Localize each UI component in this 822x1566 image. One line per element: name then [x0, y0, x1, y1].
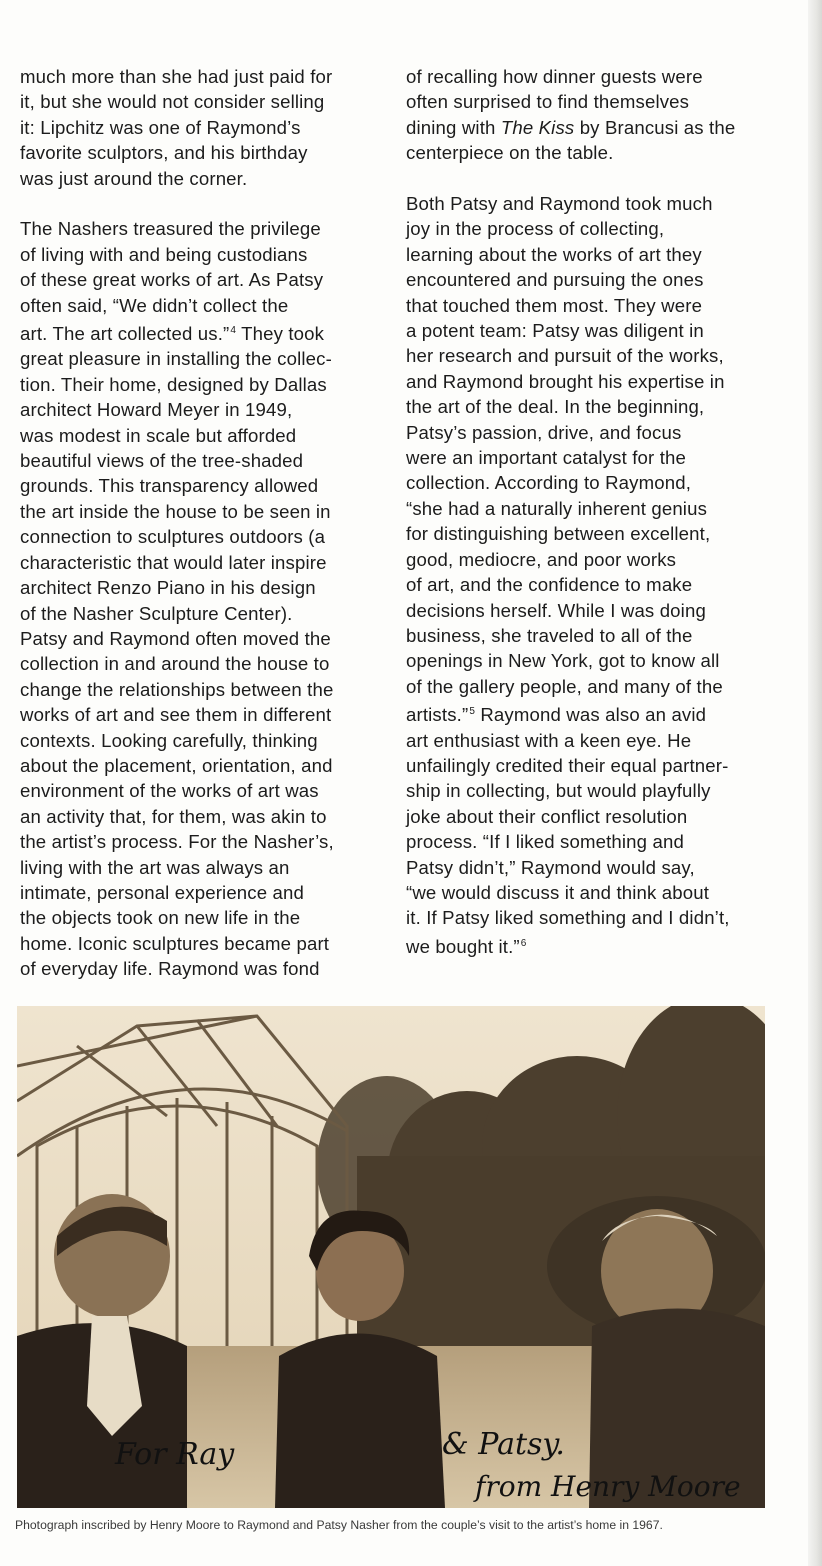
text-line: of art, and the confidence to make — [406, 574, 693, 596]
text-line-with-footnote — [406, 699, 762, 727]
text-line: of recalling how dinner guests were — [406, 66, 703, 87]
text-line: living with the art was always an — [20, 856, 290, 878]
text-line: collection. According to Raymond, — [406, 472, 692, 494]
text-line: often surprised to find themselves — [406, 91, 690, 113]
text-line: works of art and see them in different — [20, 704, 332, 726]
text-line: great pleasure in installing the collec- — [20, 348, 332, 370]
text-line: The Nashers treasured the privilege — [20, 218, 321, 240]
text-line: the objects took on new life in the — [20, 907, 301, 929]
text-line: a potent team: Patsy was diligent in — [406, 320, 704, 342]
text-line: home. Iconic sculptures became part — [20, 932, 330, 954]
text-line: “she had a naturally inherent genius — [406, 497, 708, 519]
text-line: tion. Their home, designed by Dallas — [20, 373, 327, 395]
text-fragment: Raymond was also an avid — [475, 704, 707, 726]
inscription-line: from Henry Moore — [475, 1470, 741, 1503]
text-line: characteristic that would later inspire — [20, 551, 327, 573]
text-line: her research and pursuit of the works, — [406, 345, 724, 367]
text-line: was modest in scale but afforded — [20, 424, 297, 446]
text-line: much more than she had just paid for — [20, 66, 333, 87]
text-line: learning about the works of art they — [406, 243, 702, 265]
text-line: Both Patsy and Raymond took much — [406, 193, 713, 215]
text-line: openings in New York, got to know all — [406, 650, 720, 672]
text-line: was just around the corner. — [20, 167, 248, 189]
text-line: change the relationships between the — [20, 678, 334, 700]
inscription-line: For Ray — [115, 1437, 235, 1472]
text-line-with-footnote — [20, 318, 372, 346]
text-line: and Raymond brought his expertise in — [406, 370, 725, 392]
text-line: often said, “We didn’t collect the — [20, 294, 289, 316]
text-line: Patsy and Raymond often moved the — [20, 627, 331, 649]
footnote-marker-5: 5 — [469, 706, 476, 718]
right-paragraph-1 — [406, 64, 762, 166]
text-line: intimate, personal experience and — [20, 881, 305, 903]
text-fragment: They took — [236, 323, 325, 345]
right-paragraph-2 — [406, 191, 762, 959]
text-line: of the gallery people, and many of the — [406, 675, 723, 697]
text-line: business, she traveled to all of the — [406, 624, 693, 646]
right-text-column — [406, 64, 762, 985]
text-line: of everyday life. Raymond was fond — [20, 958, 320, 980]
text-line: grounds. This transparency allowed — [20, 475, 319, 497]
sepia-photograph — [17, 1006, 765, 1508]
artwork-title: The Kiss — [500, 116, 575, 138]
text-line: joy in the process of collecting, — [406, 218, 665, 240]
footnote-marker-4: 4 — [230, 325, 237, 337]
text-line: process. “If I liked something and — [406, 831, 684, 853]
text-line-with-footnote — [406, 931, 762, 959]
left-paragraph-2 — [20, 216, 372, 981]
text-line: joke about their conflict resolution — [406, 805, 688, 827]
text-line: an activity that, for them, was akin to — [20, 805, 327, 827]
text-fragment: by Brancusi as the — [574, 116, 736, 138]
text-line: the art inside the house to be seen in — [20, 500, 331, 522]
text-line: “we would discuss it and think about — [406, 881, 710, 903]
text-line-with-title — [406, 115, 762, 140]
text-line: art enthusiast with a keen eye. He — [406, 729, 692, 751]
page-edge-shadow — [808, 0, 822, 1566]
inscription-line: & Patsy. — [442, 1427, 565, 1462]
text-line: of living with and being custodians — [20, 243, 308, 265]
text-line: that touched them most. They were — [406, 294, 703, 316]
text-line: favorite sculptors, and his birthday — [20, 142, 308, 164]
text-line: it. If Patsy liked something and I didn’t, — [406, 907, 730, 929]
text-line: it, but she would not consider selling — [20, 91, 325, 113]
text-fragment: dining with — [406, 116, 501, 138]
footnote-marker-6: 6 — [520, 937, 527, 949]
text-line: environment of the works of art was — [20, 780, 319, 802]
text-fragment: artists.” — [406, 704, 469, 726]
text-line: the art of the deal. In the beginning, — [406, 396, 705, 418]
text-line: connection to sculptures outdoors (a — [20, 526, 326, 548]
text-line: ship in collecting, but would playfully — [406, 780, 711, 802]
text-fragment: art. The art collected us.” — [20, 323, 230, 345]
text-line: architect Howard Meyer in 1949, — [20, 399, 293, 421]
text-line: for distinguishing between excellent, — [406, 523, 711, 545]
text-line: architect Renzo Piano in his design — [20, 577, 316, 599]
text-line: good, mediocre, and poor works — [406, 548, 677, 570]
text-line: Patsy’s passion, drive, and focus — [406, 421, 682, 443]
text-line: collection in and around the house to — [20, 653, 330, 675]
text-line: about the placement, orientation, and — [20, 754, 333, 776]
text-line: centerpiece on the table. — [406, 142, 614, 164]
left-paragraph-1 — [20, 64, 372, 191]
text-line: it: Lipchitz was one of Raymond’s — [20, 116, 301, 138]
text-line: contexts. Looking carefully, thinking — [20, 729, 318, 751]
left-text-column — [20, 64, 372, 1007]
text-line: beautiful views of the tree-shaded — [20, 450, 304, 472]
text-line: the artist’s process. For the Nasher’s, — [20, 831, 334, 853]
photo-caption: Photograph inscribed by Henry Moore to Raymond and Patsy Nasher from the couple’s visit to the artist’s home in 1967. — [15, 1518, 663, 1532]
text-line: Patsy didn’t,” Raymond would say, — [406, 856, 695, 878]
text-line: of these great works of art. As Patsy — [20, 269, 324, 291]
text-line: were an important catalyst for the — [406, 447, 687, 469]
text-line: decisions herself. While I was doing — [406, 599, 706, 621]
text-line: unfailingly credited their equal partner- — [406, 754, 729, 776]
text-line: of the Nasher Sculpture Center). — [20, 602, 293, 624]
text-fragment: we bought it.” — [406, 935, 520, 957]
photograph-illustration — [17, 1006, 765, 1508]
text-line: encountered and pursuing the ones — [406, 269, 704, 291]
